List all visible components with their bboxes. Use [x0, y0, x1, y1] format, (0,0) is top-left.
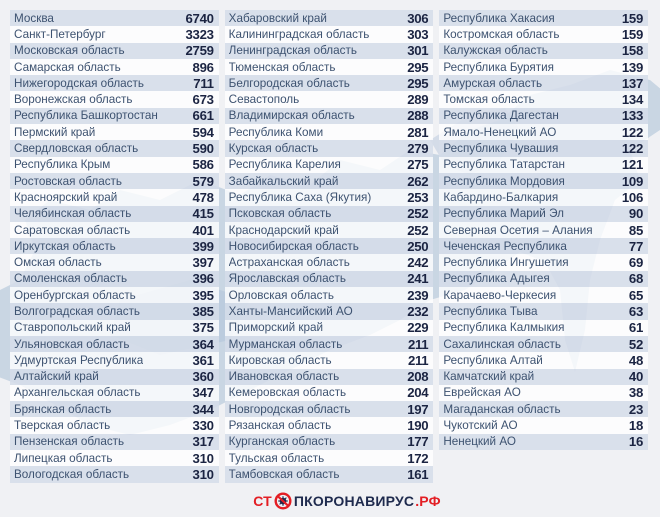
region-value: 2759: [185, 43, 214, 59]
region-row: [225, 157, 434, 173]
region-value: 303: [407, 26, 429, 42]
region-value: 896: [192, 59, 214, 75]
region-row: [439, 369, 648, 385]
region-row: [225, 108, 434, 124]
region-value: 52: [628, 336, 643, 352]
region-row: [225, 254, 434, 270]
region-value: 360: [192, 369, 214, 385]
region-row: [10, 189, 219, 205]
region-row: [225, 303, 434, 319]
region-name: Вологодская область: [14, 467, 130, 481]
region-row: [439, 385, 648, 401]
region-value: 208: [407, 369, 429, 385]
region-row: [10, 157, 219, 173]
region-value: 478: [192, 189, 214, 205]
region-name: Ростовская область: [14, 174, 122, 188]
region-name: Архангельская область: [14, 386, 141, 400]
region-value: 40: [628, 369, 643, 385]
region-value: 133: [621, 108, 643, 124]
region-name: Республика Хакасия: [443, 11, 555, 25]
region-name: Смоленская область: [14, 272, 128, 286]
region-row: [439, 206, 648, 222]
logo-text-prefix: СТ: [253, 493, 272, 509]
region-value: 306: [407, 10, 429, 26]
region-name: Оренбургская область: [14, 288, 136, 302]
region-value: 252: [407, 222, 429, 238]
region-value: 262: [407, 173, 429, 189]
region-value: 330: [192, 418, 214, 434]
region-value: 69: [628, 255, 643, 271]
region-name: Новосибирская область: [228, 239, 359, 253]
region-row: [225, 124, 434, 140]
region-value: 253: [407, 189, 429, 205]
region-name: Иркутская область: [14, 239, 116, 253]
region-row: [225, 43, 434, 59]
region-value: 90: [628, 206, 643, 222]
region-row: [439, 238, 648, 254]
region-row: [10, 43, 219, 59]
region-value: 61: [628, 320, 643, 336]
region-name: Ивановская область: [228, 370, 340, 384]
region-name: Республика Алтай: [443, 353, 543, 367]
region-row: [10, 369, 219, 385]
region-row: [10, 108, 219, 124]
region-row: [225, 140, 434, 156]
region-row: [225, 173, 434, 189]
region-value: 109: [621, 173, 643, 189]
region-value: 399: [192, 238, 214, 254]
region-row: [225, 385, 434, 401]
region-value: 159: [621, 10, 643, 26]
region-value: 347: [192, 385, 214, 401]
region-value: 48: [628, 352, 643, 368]
region-row: [10, 173, 219, 189]
region-value: 137: [621, 75, 643, 91]
region-value: 579: [192, 173, 214, 189]
region-name: Тверская область: [14, 419, 111, 433]
region-name: Санкт-Петербург: [14, 27, 106, 41]
region-row: [439, 26, 648, 42]
region-name: Республика Саха (Якутия): [228, 190, 372, 204]
logo-text-domain: .РФ: [415, 493, 441, 509]
region-name: Рязанская область: [228, 419, 332, 433]
region-row: [225, 352, 434, 368]
region-value: 121: [621, 157, 643, 173]
region-value: 252: [407, 206, 429, 222]
region-name: Севастополь: [228, 93, 300, 107]
region-value: 375: [192, 320, 214, 336]
region-row: [439, 254, 648, 270]
region-row: [439, 43, 648, 59]
region-value: 364: [192, 336, 214, 352]
region-name: Республика Татарстан: [443, 158, 565, 172]
footer-logo: [17, 491, 660, 511]
region-name: Приморский край: [228, 321, 324, 335]
region-name: Московская область: [14, 44, 125, 58]
region-value: 211: [407, 336, 429, 352]
region-name: Тюменская область: [228, 60, 336, 74]
region-name: Республика Марий Эл: [443, 207, 564, 221]
region-row: [439, 222, 648, 238]
region-row: [225, 75, 434, 91]
region-row: [10, 287, 219, 303]
region-name: Владимирская область: [228, 109, 355, 123]
region-name: Кировская область: [228, 353, 332, 367]
region-value: 177: [407, 434, 429, 450]
region-row: [225, 450, 434, 466]
region-value: 63: [628, 303, 643, 319]
region-row: [439, 417, 648, 433]
region-value: 232: [407, 303, 429, 319]
region-value: 415: [192, 206, 214, 222]
region-name: Ненецкий АО: [443, 435, 516, 449]
region-row: [225, 336, 434, 352]
region-value: 295: [407, 59, 429, 75]
region-name: Воронежская область: [14, 93, 133, 107]
region-row: [225, 401, 434, 417]
region-name: Орловская область: [228, 288, 334, 302]
region-name: Ставропольский край: [14, 321, 131, 335]
region-name: Забайкальский край: [228, 174, 339, 188]
region-name: Республика Башкортостан: [14, 109, 158, 123]
region-value: 310: [192, 466, 214, 482]
region-value: 139: [621, 59, 643, 75]
no-virus-icon: [274, 492, 292, 510]
region-value: 77: [628, 238, 643, 254]
region-name: Амурская область: [443, 76, 543, 90]
region-name: Ульяновская область: [14, 337, 130, 351]
region-row: [10, 254, 219, 270]
region-name: Республика Тыва: [443, 304, 538, 318]
region-value: 68: [628, 271, 643, 287]
region-name: Новгородская область: [228, 402, 351, 416]
region-name: Курская область: [228, 142, 319, 156]
region-row: [439, 189, 648, 205]
region-name: Кабардино-Балкария: [443, 190, 559, 204]
regions-column-3: [439, 10, 648, 483]
region-row: [10, 417, 219, 433]
region-row: [439, 434, 648, 450]
regions-board: [10, 10, 648, 483]
region-name: Ленинградская область: [228, 44, 357, 58]
region-row: [10, 320, 219, 336]
region-row: [10, 238, 219, 254]
region-name: Кемеровская область: [228, 386, 347, 400]
region-name: Республика Коми: [228, 125, 324, 139]
region-value: 385: [192, 303, 214, 319]
region-value: 590: [192, 141, 214, 157]
region-row: [10, 26, 219, 42]
region-name: Республика Мордовия: [443, 174, 565, 188]
region-name: Ярославская область: [228, 272, 346, 286]
region-name: Москва: [14, 11, 54, 25]
region-name: Калининградская область: [228, 27, 370, 41]
region-row: [10, 303, 219, 319]
region-row: [439, 140, 648, 156]
region-row: [10, 10, 219, 26]
region-value: 23: [628, 401, 643, 417]
logo-text-middle: ПКОРОНАВИРУС: [293, 493, 415, 509]
region-row: [439, 124, 648, 140]
region-name: Еврейская АО: [443, 386, 521, 400]
region-row: [225, 26, 434, 42]
region-value: 275: [407, 157, 429, 173]
region-name: Республика Ингушетия: [443, 256, 569, 270]
region-row: [225, 206, 434, 222]
region-name: Липецкая область: [14, 451, 113, 465]
region-name: Сахалинская область: [443, 337, 561, 351]
region-row: [225, 271, 434, 287]
region-name: Самарская область: [14, 60, 121, 74]
region-value: 242: [407, 255, 429, 271]
region-name: Республика Дагестан: [443, 109, 559, 123]
region-value: 289: [407, 92, 429, 108]
region-name: Курганская область: [228, 435, 336, 449]
region-value: 172: [407, 450, 429, 466]
region-row: [10, 401, 219, 417]
region-value: 586: [192, 157, 214, 173]
region-row: [439, 303, 648, 319]
region-name: Ямало-Ненецкий АО: [443, 125, 557, 139]
region-name: Мурманская область: [228, 337, 343, 351]
region-row: [10, 466, 219, 482]
region-value: 241: [407, 271, 429, 287]
region-value: 16: [628, 434, 643, 450]
region-value: 279: [407, 141, 429, 157]
region-name: Тамбовская область: [228, 467, 340, 481]
region-row: [439, 287, 648, 303]
region-row: [439, 401, 648, 417]
region-name: Астраханская область: [228, 256, 350, 270]
regions-column-2: [225, 10, 434, 483]
region-value: 397: [192, 255, 214, 271]
region-row: [10, 91, 219, 107]
region-value: 344: [192, 401, 214, 417]
region-value: 711: [193, 75, 214, 91]
region-name: Белгородская область: [228, 76, 350, 90]
region-name: Псковская область: [228, 207, 332, 221]
region-name: Магаданская область: [443, 402, 561, 416]
region-row: [225, 417, 434, 433]
region-value: 161: [407, 466, 429, 482]
region-name: Свердловская область: [14, 142, 139, 156]
region-row: [10, 222, 219, 238]
region-name: Саратовская область: [14, 223, 131, 237]
region-name: Красноярский край: [14, 190, 118, 204]
region-row: [439, 75, 648, 91]
region-name: Костромская область: [443, 27, 560, 41]
region-value: 65: [628, 287, 643, 303]
region-value: 295: [407, 75, 429, 91]
region-row: [10, 450, 219, 466]
region-row: [439, 320, 648, 336]
region-name: Ханты-Мансийский АО: [228, 304, 353, 318]
region-row: [225, 287, 434, 303]
region-row: [225, 189, 434, 205]
region-value: 6740: [185, 10, 214, 26]
region-row: [439, 10, 648, 26]
region-row: [225, 222, 434, 238]
region-name: Челябинская область: [14, 207, 132, 221]
region-row: [10, 59, 219, 75]
region-value: 85: [628, 222, 643, 238]
region-value: 661: [192, 108, 214, 124]
region-value: 158: [621, 43, 643, 59]
region-name: Северная Осетия – Алания: [443, 223, 593, 237]
region-value: 134: [621, 92, 643, 108]
region-value: 3323: [185, 26, 214, 42]
region-row: [439, 157, 648, 173]
region-row: [225, 10, 434, 26]
region-row: [439, 271, 648, 287]
region-name: Калужская область: [443, 44, 548, 58]
region-row: [225, 369, 434, 385]
region-row: [439, 336, 648, 352]
region-row: [225, 238, 434, 254]
region-value: 211: [407, 352, 429, 368]
region-value: 250: [407, 238, 429, 254]
region-row: [439, 352, 648, 368]
region-row: [439, 59, 648, 75]
region-value: 204: [407, 385, 429, 401]
region-name: Республика Чувашия: [443, 142, 559, 156]
region-name: Омская область: [14, 256, 102, 270]
region-name: Республика Крым: [14, 158, 111, 172]
region-row: [225, 320, 434, 336]
region-name: Краснодарский край: [228, 223, 339, 237]
region-value: 395: [192, 287, 214, 303]
region-name: Чеченская Республика: [443, 239, 567, 253]
region-value: 18: [628, 418, 643, 434]
region-name: Пермский край: [14, 125, 96, 139]
region-value: 38: [628, 385, 643, 401]
region-name: Чукотский АО: [443, 419, 518, 433]
region-name: Республика Бурятия: [443, 60, 554, 74]
region-row: [225, 59, 434, 75]
region-value: 190: [407, 418, 429, 434]
region-name: Хабаровский край: [228, 11, 327, 25]
region-value: 301: [407, 43, 429, 59]
region-row: [439, 108, 648, 124]
region-name: Карачаево-Черкесия: [443, 288, 557, 302]
region-name: Республика Калмыкия: [443, 321, 565, 335]
region-row: [10, 434, 219, 450]
region-value: 229: [407, 320, 429, 336]
region-value: 673: [192, 92, 214, 108]
region-value: 239: [407, 287, 429, 303]
region-value: 317: [192, 434, 214, 450]
region-row: [439, 173, 648, 189]
region-row: [10, 206, 219, 222]
region-name: Тульская область: [228, 451, 325, 465]
region-row: [439, 91, 648, 107]
region-value: 310: [192, 450, 214, 466]
region-name: Камчатский край: [443, 370, 535, 384]
region-value: 197: [407, 401, 429, 417]
region-value: 401: [192, 222, 214, 238]
region-name: Томская область: [443, 93, 535, 107]
region-name: Брянская область: [14, 402, 112, 416]
region-row: [10, 336, 219, 352]
region-value: 396: [192, 271, 214, 287]
region-name: Удмуртская Республика: [14, 353, 144, 367]
region-value: 122: [621, 141, 643, 157]
region-value: 122: [621, 124, 643, 140]
region-value: 288: [407, 108, 429, 124]
region-value: 281: [407, 124, 429, 140]
region-row: [10, 140, 219, 156]
region-row: [10, 385, 219, 401]
region-row: [10, 124, 219, 140]
region-value: 106: [621, 189, 643, 205]
region-name: Пензенская область: [14, 435, 125, 449]
region-row: [10, 271, 219, 287]
region-name: Волгоградская область: [14, 304, 141, 318]
region-name: Алтайский край: [14, 370, 99, 384]
regions-column-1: [10, 10, 219, 483]
region-name: Республика Карелия: [228, 158, 341, 172]
region-row: [225, 91, 434, 107]
region-row: [10, 352, 219, 368]
region-row: [10, 75, 219, 91]
region-row: [225, 434, 434, 450]
region-value: 159: [621, 26, 643, 42]
region-row: [225, 466, 434, 482]
region-value: 361: [192, 352, 214, 368]
region-name: Нижегородская область: [14, 76, 144, 90]
region-name: Республика Адыгея: [443, 272, 550, 286]
region-value: 594: [192, 124, 214, 140]
